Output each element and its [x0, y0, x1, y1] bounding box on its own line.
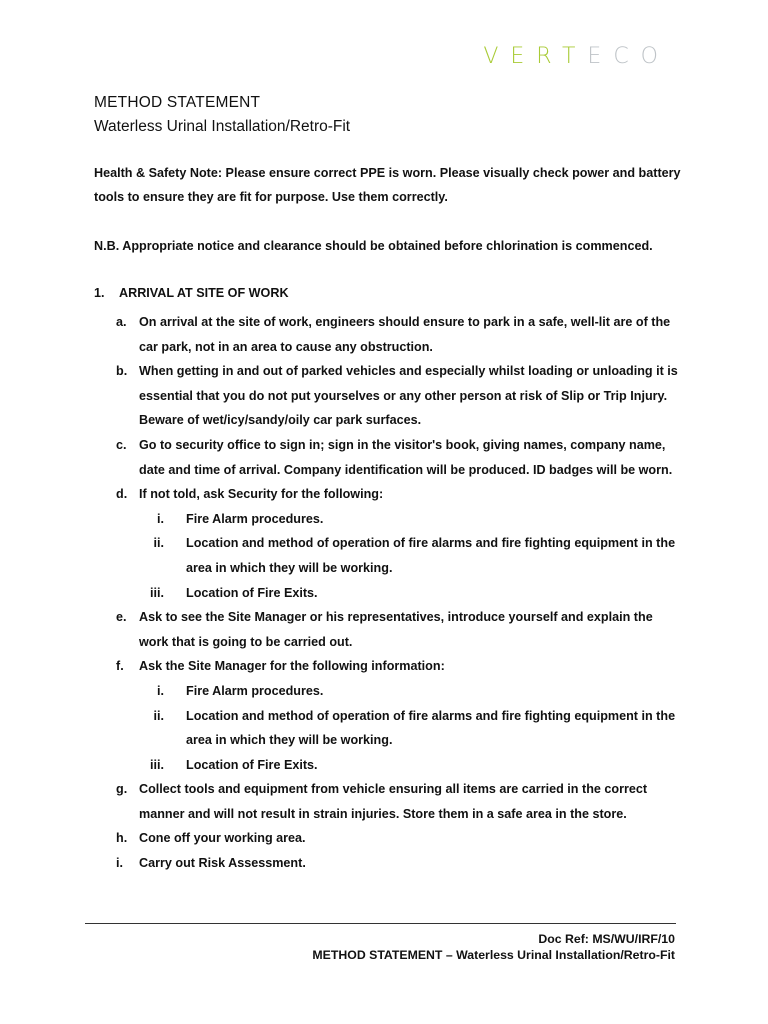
list-item: f. Ask the Site Manager for the following information: [116, 659, 445, 674]
sub-list-item: ii. Location and method of operation of fire alarms and fire fighting equipment in the area in which they will be working. [153, 708, 676, 748]
footer-doc-ref: Doc Ref: MS/WU/IRF/10 [538, 932, 675, 946]
health-safety-note: Health & Safety Note: Please ensure correct PPE is worn. Please visually check power and battery tools to ensure they are fit for purpose. Use them correctly. [94, 166, 681, 204]
section-heading [94, 286, 289, 300]
list-item: b. When getting in and out of parked vehicles and especially whilst loading or unloading it is essential that you do not put yourselves or any other person at risk of Slip or Trip Injury. Beware of wet/icy/sandy/oily car park surfaces. [116, 364, 678, 428]
list-item: d. If not told, ask Security for the following: [116, 487, 384, 502]
list-item: g. Collect tools and equipment from vehicle ensuring all items are carried in the correct manner and will not result in strain injuries. Store them in a safe area in the store. [116, 782, 648, 821]
sub-list-item: i. Fire Alarm procedures. [157, 683, 324, 698]
list-item: i. Carry out Risk Assessment. [116, 856, 306, 871]
document-subtitle: Waterless Urinal Installation/Retro-Fit [94, 118, 351, 135]
verteco-logo: VERTECO [483, 44, 670, 69]
nb-note: N.B. Appropriate notice and clearance should be obtained before chlorination is commenced. [94, 239, 653, 253]
sub-list-item: iii. Location of Fire Exits. [150, 585, 318, 600]
list-item: e. Ask to see the Site Manager or his representatives, introduce yourself and explain the work that is going to be carried out. [116, 610, 653, 649]
document-title: METHOD STATEMENT [94, 94, 261, 111]
section-number: 1. [94, 286, 105, 300]
list-item: h. Cone off your working area. [116, 831, 306, 846]
sub-list-item: iii. Location of Fire Exits. [150, 757, 318, 772]
list-item: c. Go to security office to sign in; sign in the visitor's book, giving names, company name, date and time of arrival. Company identification will be produced. ID badges will be worn. [116, 437, 673, 477]
instruction-list [94, 310, 684, 876]
section-title: ARRIVAL AT SITE OF WORK [119, 286, 289, 300]
sub-list-item: ii. Location and method of operation of fire alarms and fire fighting equipment in the area in which they will be working. [153, 536, 676, 575]
sub-list-item: i. Fire Alarm procedures. [157, 511, 324, 526]
footer-divider [85, 923, 676, 924]
footer-title: METHOD STATEMENT – Waterless Urinal Installation/Retro-Fit [312, 948, 675, 962]
list-item: a. On arrival at the site of work, engineers should ensure to park in a safe, well-lit are of the car park, not in an area to cause any obstruction. [116, 315, 671, 354]
